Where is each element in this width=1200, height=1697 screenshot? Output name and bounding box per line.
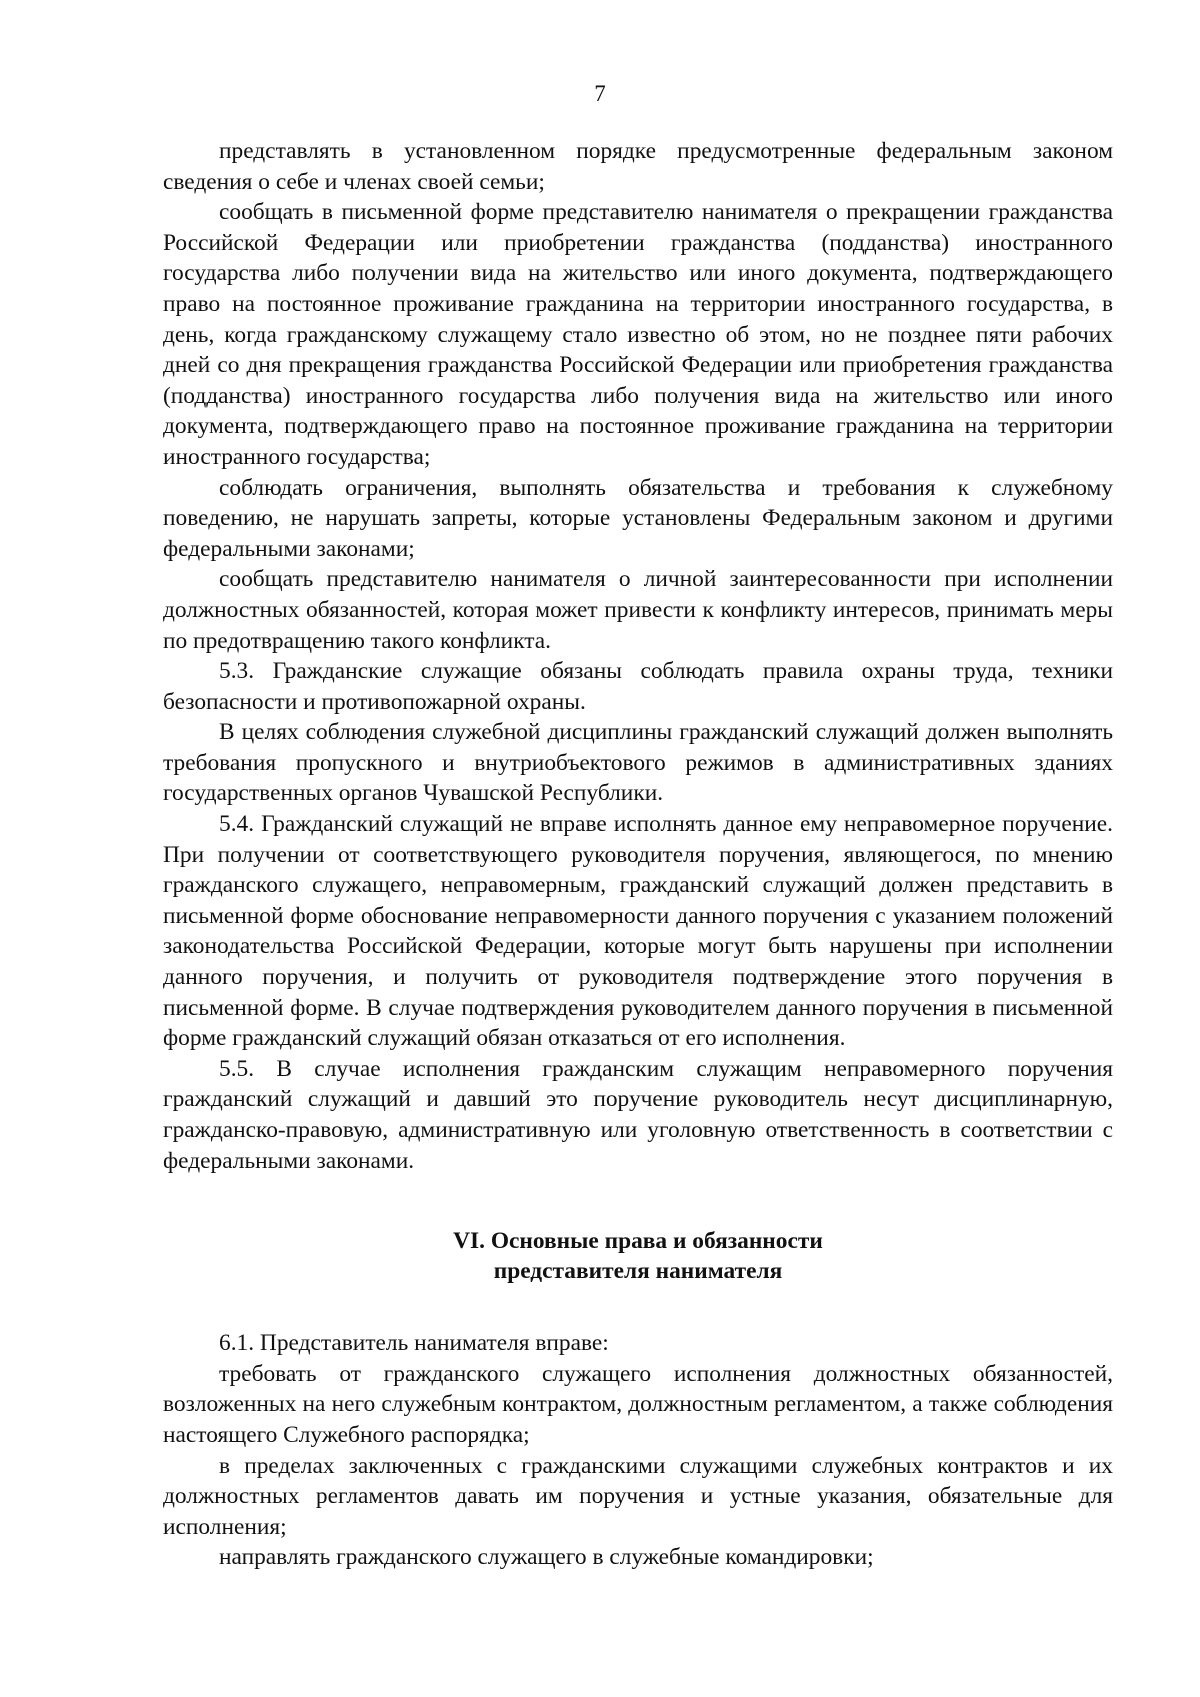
paragraph-5-5: 5.5. В случае исполнения гражданским служащим неправомерного поручения гражданский служащий и давший это поручение руководитель несут дисциплинарную, гражданско-правовую, административную или уголовную ответственность в соответствии с федеральными законами.	[163, 1055, 1113, 1174]
section-heading	[163, 1226, 1113, 1286]
paragraph-report-family-info: представлять в установленном порядке предусмотренные федеральным законом сведения о себе и членах своей семьи;	[163, 138, 1113, 195]
paragraph-conflict-of-interest: сообщать представителю нанимателя о личной заинтересованности при исполнении должностных обязанностей, которая может привести к конфликту интересов, принимать меры по предотвращению такого конфликта.	[163, 566, 1113, 654]
paragraph-require-duties: требовать от гражданского служащего исполнения должностных обязанностей, возложенных на него служебным контрактом, должностным регламентом, а также соблюдения настоящего Служебного распорядка;	[163, 1360, 1113, 1448]
document-body	[163, 136, 1113, 1573]
paragraph-business-trips: направлять гражданского служащего в служебные командировки;	[219, 1544, 874, 1571]
page-number: 7	[594, 81, 606, 106]
section-heading-line-1: VI. Основные права и обязанности	[453, 1228, 823, 1255]
paragraph-6-1: 6.1. Представитель нанимателя вправе:	[219, 1330, 609, 1357]
paragraph-5-3: 5.3. Гражданские служащие обязаны соблюдать правила охраны труда, техники безопасности и противопожарной охраны.	[163, 658, 1113, 715]
paragraph-citizenship-notice: сообщать в письменной форме представителю нанимателя о прекращении гражданства Российской Федерации или приобретении гражданства (подданства) иностранного государства либо получении вида на жительство или иного документа, подтверждающего право на постоянное проживание гражданина на территории иностранного государства, в день, когда гражданскому служащему стало известно об этом, но не позднее пяти рабочих дней со дня прекращения гражданства Российской Федерации или приобретения гражданства (подданства) иностранного государства либо получения вида на жительство или иного документа, подтверждающего право на постоянное проживание гражданина на территории иностранного государства;	[163, 199, 1113, 470]
paragraph-observe-restrictions: соблюдать ограничения, выполнять обязательства и требования к служебному поведению, не нарушать запреты, которые установлены Федеральным законом и другими федеральными законами;	[163, 474, 1113, 562]
paragraph-access-regime: В целях соблюдения служебной дисциплины гражданский служащий должен выполнять требования пропускного и внутриобъектового режимов в административных зданиях государственных органов Чувашской Республики.	[163, 719, 1113, 807]
paragraph-5-4: 5.4. Гражданский служащий не вправе исполнять данное ему неправомерное поручение. При получении от соответствующего руководителя поручения, являющегося, по мнению гражданского служащего, неправомерным, гражданский служащий должен представить в письменной форме обоснование неправомерности данного поручения с указанием положений законодательства Российской Федерации, которые могут быть нарушены при исполнении данного поручения, и получить от руководителя подтверждение этого поручения в письменной форме. В случае подтверждения руководителем данного поручения в письменной форме гражданский служащий обязан отказаться от его исполнения.	[163, 811, 1113, 1052]
section-heading-line-2: представителя нанимателя	[493, 1258, 783, 1285]
paragraph-give-instructions: в пределах заключенных с гражданскими служащими служебных контрактов и их должностных регламентов давать им поручения и устные указания, обязательные для исполнения;	[163, 1452, 1113, 1540]
